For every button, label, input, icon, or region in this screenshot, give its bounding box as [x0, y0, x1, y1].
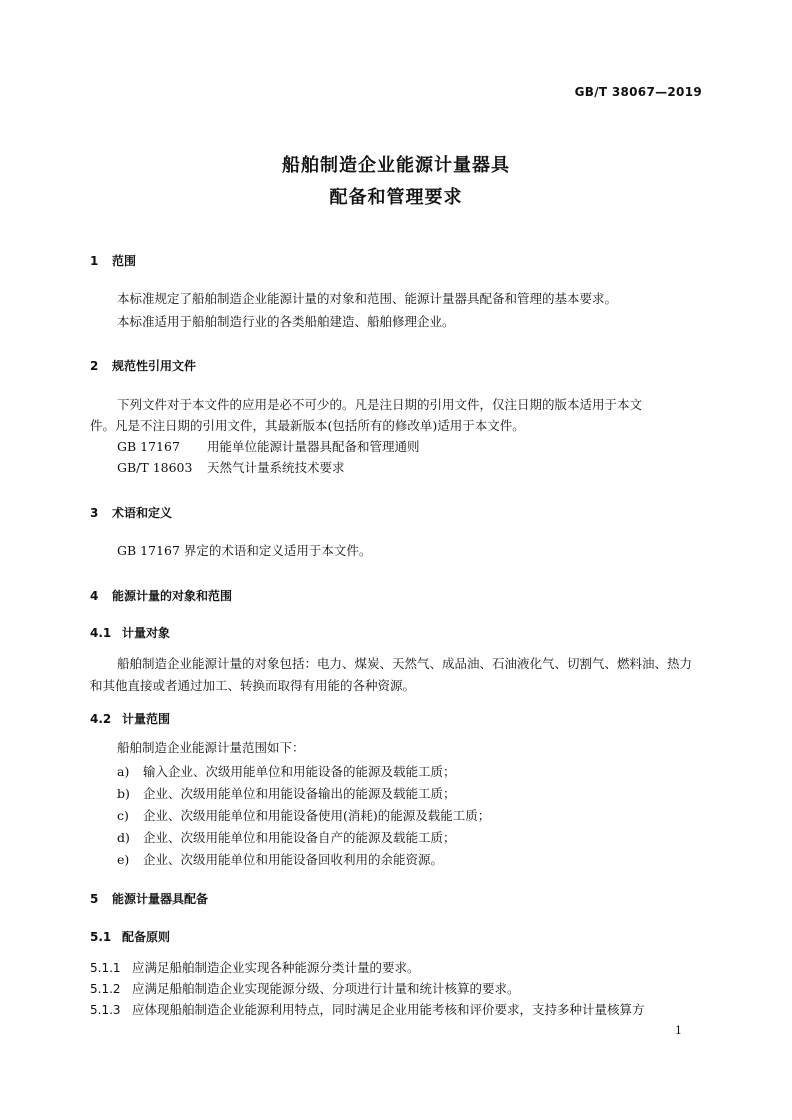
section-title: 配备原则	[122, 930, 171, 944]
reference-code: GB 17167	[117, 439, 180, 454]
list-item	[117, 828, 456, 846]
clause-text: 应体现船舶制造企业能源利用特点，同时满足企业用能考核和评价要求，支持多种计量核算方	[132, 1002, 645, 1017]
list-item	[117, 850, 443, 868]
list-marker: c)	[117, 808, 129, 823]
s41-paragraph-line2: 和其他直接或者通过加工、转换而取得有用能的各种资源。	[90, 678, 416, 693]
section-number: 3	[90, 506, 99, 520]
section-5-heading	[90, 890, 208, 907]
list-text: 输入企业、次级用能单位和用能设备的能源及载能工质；	[143, 764, 456, 779]
s3-paragraph: GB 17167 界定的术语和定义适用于本文件。	[117, 543, 372, 558]
standard-code: GB/T 38067—2019	[574, 85, 702, 99]
section-3-heading	[90, 504, 172, 521]
section-title: 能源计量的对象和范围	[112, 589, 233, 603]
section-5-1-heading	[90, 928, 170, 945]
list-marker: d)	[117, 830, 130, 845]
section-4-heading	[90, 587, 232, 604]
list-item	[117, 784, 456, 802]
clause-text: 应满足船舶制造企业实现各种能源分类计量的要求。	[132, 960, 420, 975]
clause-number: 5.1.2	[90, 982, 121, 996]
section-number: 5	[90, 892, 99, 906]
section-title: 规范性引用文件	[112, 359, 197, 373]
clause-item	[90, 979, 520, 997]
s42-intro: 船舶制造企业能源计量范围如下：	[117, 740, 305, 755]
reference-title: 天然气计量系统技术要求	[207, 460, 345, 475]
s2-paragraph-line1: 下列文件对于本文件的应用是必不可少的。凡是注日期的引用文件，仅注日期的版本适用于本文	[117, 397, 643, 412]
list-text: 企业、次级用能单位和用能设备回收利用的余能资源。	[143, 852, 444, 867]
clause-number: 5.1.3	[90, 1003, 121, 1017]
section-number: 4	[90, 589, 99, 603]
section-title: 范围	[112, 254, 137, 268]
section-4-2-heading	[90, 710, 170, 727]
list-item	[117, 806, 490, 824]
section-number: 4.1	[90, 626, 112, 640]
section-title: 能源计量器具配备	[112, 892, 209, 906]
list-text: 企业、次级用能单位和用能设备自产的能源及载能工质；	[143, 830, 456, 845]
document-title-line1: 船舶制造企业能源计量器具	[282, 155, 510, 176]
page-number: 1	[675, 1024, 682, 1037]
reference-item	[117, 437, 420, 457]
reference-title: 用能单位能源计量器具配备和管理通则	[207, 439, 420, 454]
clause-item	[90, 1000, 645, 1018]
s1-paragraph-1: 本标准规定了船舶制造企业能源计量的对象和范围、能源计量器具配备和管理的基本要求。	[117, 291, 618, 306]
list-marker: b)	[117, 786, 130, 801]
section-4-1-heading	[90, 624, 170, 641]
section-title: 计量对象	[122, 626, 171, 640]
section-number: 4.2	[90, 712, 112, 726]
list-marker: a)	[117, 764, 130, 779]
section-number: 2	[90, 359, 99, 373]
list-text: 企业、次级用能单位和用能设备使用(消耗)的能源及载能工质；	[143, 808, 491, 823]
clause-text: 应满足船舶制造企业实现能源分级、分项进行计量和统计核算的要求。	[132, 981, 520, 996]
s1-paragraph-2: 本标准适用于船舶制造行业的各类船舶建造、船舶修理企业。	[117, 314, 455, 329]
section-number: 5.1	[90, 930, 112, 944]
reference-code: GB/T 18603	[117, 460, 193, 475]
clause-item	[90, 958, 420, 976]
s41-paragraph-line1: 船舶制造企业能源计量的对象包括：电力、煤炭、天然气、成品油、石油液化气、切割气、燃料油、热力	[117, 656, 693, 671]
list-text: 企业、次级用能单位和用能设备输出的能源及载能工质；	[143, 786, 456, 801]
section-title: 计量范围	[122, 712, 171, 726]
list-marker: e)	[117, 852, 130, 867]
list-item	[117, 762, 456, 780]
section-title: 术语和定义	[112, 506, 173, 520]
reference-item	[117, 458, 345, 478]
section-number: 1	[90, 254, 99, 268]
clause-number: 5.1.1	[90, 961, 121, 975]
s2-paragraph-line2: 件。凡是不注日期的引用文件，其最新版本(包括所有的修改单)适用于本文件。	[90, 418, 525, 433]
document-title-line2: 配备和管理要求	[329, 187, 463, 208]
section-2-heading	[90, 357, 196, 374]
section-1-heading	[90, 252, 136, 269]
